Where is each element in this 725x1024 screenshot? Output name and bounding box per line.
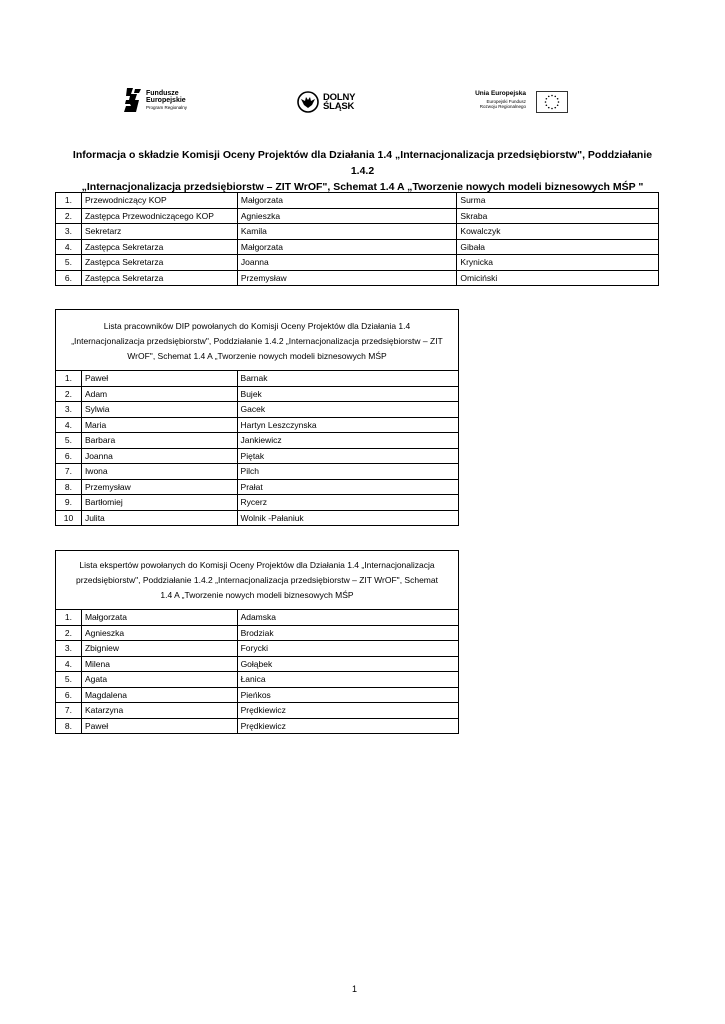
cell-first: Magdalena [81, 687, 237, 703]
cell-first: Milena [81, 656, 237, 672]
cell-first: Przemysław [81, 479, 237, 495]
cell-num: 2. [56, 208, 82, 224]
cell-num: 1. [56, 610, 82, 626]
cell-last: Forycki [237, 641, 458, 657]
cell-last: Brodziak [237, 625, 458, 641]
dip-caption-line3: WrOF", Schemat 1.4 A „Tworzenie nowych modeli biznesowych MŚP [127, 351, 387, 361]
cell-first: Agnieszka [237, 208, 457, 224]
cell-num: 1. [56, 193, 82, 209]
dip-caption [55, 309, 459, 371]
eu-star-icon [551, 108, 553, 110]
table-row [56, 402, 459, 418]
eu-star-icon [548, 107, 550, 109]
page-heading [60, 147, 665, 195]
table-row [56, 386, 459, 402]
table-row [56, 625, 459, 641]
fundusze-line2: Europejskie [146, 97, 186, 104]
table-row [56, 656, 459, 672]
eu-star-icon [545, 101, 547, 103]
table-row [56, 371, 459, 387]
table-row [56, 464, 459, 480]
table-row [56, 641, 459, 657]
eu-star-icon [554, 96, 556, 98]
eu-star-icon [551, 95, 553, 97]
heading-line2: „Internacjonalizacja przedsiębiorstw – ZIT WrOF", Schemat 1.4 A „Tworzenie nowych modeli biznesowych MŚP " [81, 181, 644, 193]
cell-last: Gacek [237, 402, 458, 418]
cell-first: Małgorzata [81, 610, 237, 626]
cell-last: Kowalczyk [457, 224, 659, 240]
table-row [56, 255, 659, 271]
fundusze-europejskie-logo [124, 88, 204, 114]
unia-line1: Unia Europejska [475, 90, 526, 97]
cell-role: Zastępca Sekretarza [81, 239, 237, 255]
cell-first: Sylwia [81, 402, 237, 418]
cell-first: Zbigniew [81, 641, 237, 657]
cell-last: Prałat [237, 479, 458, 495]
table-row [56, 672, 459, 688]
cell-first: Kamila [237, 224, 457, 240]
cell-first: Joanna [237, 255, 457, 271]
cell-num: 4. [56, 417, 82, 433]
table-row [56, 718, 459, 734]
table-row [56, 510, 459, 526]
cell-num: 3. [56, 402, 82, 418]
cell-last: Rycerz [237, 495, 458, 511]
experts-table [55, 609, 459, 734]
cell-first: Małgorzata [237, 193, 457, 209]
cell-num: 1. [56, 371, 82, 387]
dolny-slask-logo [297, 91, 369, 113]
cell-role: Zastępca Sekretarza [81, 255, 237, 271]
cell-first: Paweł [81, 718, 237, 734]
cell-num: 5. [56, 255, 82, 271]
cell-first: Barbara [81, 433, 237, 449]
table-row [56, 433, 459, 449]
eu-flag-icon [536, 91, 568, 113]
cell-first: Maria [81, 417, 237, 433]
cell-last: Prędkiewicz [237, 703, 458, 719]
cell-num: 4. [56, 656, 82, 672]
experts-caption-line2: przedsiębiorstw", Poddziałanie 1.4.2 „Internacjonalizacja przedsiębiorstw – ZIT WrOF", Schemat [76, 575, 438, 585]
table-row [56, 703, 459, 719]
cell-num: 2. [56, 625, 82, 641]
cell-num: 2. [56, 386, 82, 402]
table-row [56, 495, 459, 511]
unia-line2-3 [480, 99, 526, 109]
cell-num: 4. [56, 239, 82, 255]
cell-last: Krynicka [457, 255, 659, 271]
cell-last: Pieńkos [237, 687, 458, 703]
experts-caption-line1: Lista ekspertów powołanych do Komisji Oceny Projektów dla Działania 1.4 „Internacjonalizacja [79, 560, 435, 570]
cell-role: Sekretarz [81, 224, 237, 240]
cell-first: Iwona [81, 464, 237, 480]
dip-caption-line1: Lista pracowników DIP powołanych do Komisji Oceny Projektów dla Działania 1.4 [103, 321, 411, 331]
cell-num: 9. [56, 495, 82, 511]
table-row [56, 270, 659, 286]
eu-star-icon [546, 98, 548, 100]
dip-employees-table [55, 370, 459, 526]
table-row [56, 208, 659, 224]
cell-num: 5. [56, 672, 82, 688]
table-row [56, 224, 659, 240]
cell-last: Skraba [457, 208, 659, 224]
cell-last: Gołąbek [237, 656, 458, 672]
eagle-crest-icon [297, 91, 319, 113]
cell-num: 8. [56, 718, 82, 734]
dolny-slask-line2: ŚLĄSK [323, 101, 355, 112]
fundusze-line3: Program Regionalny [146, 105, 188, 110]
cell-first: Małgorzata [237, 239, 457, 255]
table-row [56, 610, 459, 626]
table-row [56, 239, 659, 255]
cell-num: 6. [56, 687, 82, 703]
cell-num: 8. [56, 479, 82, 495]
cell-last: Bujek [237, 386, 458, 402]
experts-caption-line3: 1.4 A „Tworzenie nowych modeli biznesowych MŚP [160, 590, 354, 600]
cell-last: Łanica [237, 672, 458, 688]
eu-star-icon [548, 96, 550, 98]
cell-role: Zastępca Sekretarza [81, 270, 237, 286]
experts-caption [55, 550, 459, 610]
cell-first: Adam [81, 386, 237, 402]
cell-last: Gibała [457, 239, 659, 255]
cell-num: 7. [56, 703, 82, 719]
cell-role: Zastępca Przewodniczącego KOP [81, 208, 237, 224]
cell-first: Paweł [81, 371, 237, 387]
cell-num: 6. [56, 270, 82, 286]
cell-first: Agata [81, 672, 237, 688]
dolny-slask-line1: DOLNY [323, 92, 356, 103]
unia-line2: Europejski Fundusz [486, 99, 526, 104]
fundusze-line1: Fundusze [146, 90, 179, 97]
table-row [56, 193, 659, 209]
page-number: 1 [352, 984, 358, 994]
cell-last: Wolnik -Pałaniuk [237, 510, 458, 526]
cell-first: Joanna [81, 448, 237, 464]
cell-last: Prędkiewicz [237, 718, 458, 734]
cell-last: Pilch [237, 464, 458, 480]
cell-last: Hartyn Leszczynska [237, 417, 458, 433]
fundusze-europejskie-mark-icon [124, 88, 142, 112]
cell-num: 10 [56, 510, 82, 526]
unia-europejska-logo [470, 89, 570, 115]
cell-num: 3. [56, 641, 82, 657]
cell-first: Agnieszka [81, 625, 237, 641]
cell-first: Przemysław [237, 270, 457, 286]
unia-line3: Rozwoju Regionalnego [479, 104, 526, 109]
cell-last: Omiciński [457, 270, 659, 286]
cell-last: Surma [457, 193, 659, 209]
eu-star-icon [557, 104, 559, 106]
eu-star-icon [557, 98, 559, 100]
cell-last: Piętak [237, 448, 458, 464]
cell-first: Katarzyna [81, 703, 237, 719]
cell-last: Barnak [237, 371, 458, 387]
eu-star-icon [554, 107, 556, 109]
kop-composition-table [55, 192, 659, 286]
cell-last: Adamska [237, 610, 458, 626]
eu-star-icon [558, 101, 560, 103]
cell-num: 7. [56, 464, 82, 480]
cell-num: 6. [56, 448, 82, 464]
cell-role: Przewodniczący KOP [81, 193, 237, 209]
dip-caption-line2: „Internacjonalizacja przedsiębiorstw", Poddziałanie 1.4.2 „Internacjonalizacja przedsiębiorstw – ZIT [71, 336, 443, 346]
cell-num: 3. [56, 224, 82, 240]
cell-first: Bartłomiej [81, 495, 237, 511]
table-row [56, 448, 459, 464]
heading-line1: Informacja o składzie Komisji Oceny Projektów dla Działania 1.4 „Internacjonalizacja przedsiębiorstw", Poddziałanie 1.4.2 [72, 149, 653, 177]
cell-num: 5. [56, 433, 82, 449]
eu-star-icon [546, 104, 548, 106]
cell-first: Julita [81, 510, 237, 526]
table-row [56, 687, 459, 703]
table-row [56, 417, 459, 433]
table-row [56, 479, 459, 495]
cell-last: Jankiewicz [237, 433, 458, 449]
